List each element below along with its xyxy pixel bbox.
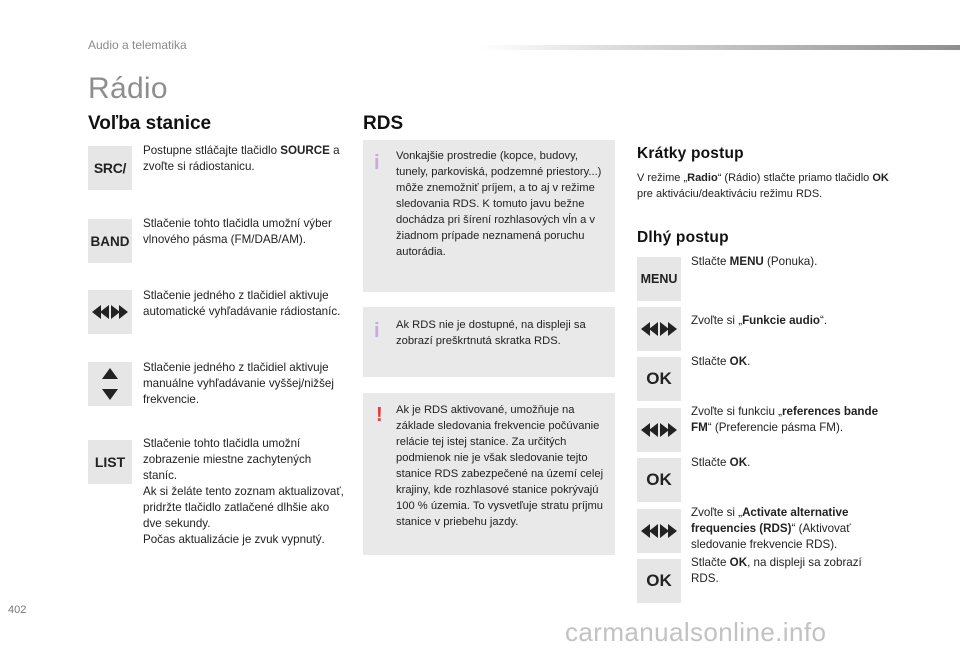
note-rds-warning: [363, 393, 615, 555]
ok-button-step-7: [637, 559, 681, 603]
list-button-icon: LIST: [94, 454, 126, 470]
step-2-text: Zvoľte si „Funkcie audio“.: [691, 314, 828, 327]
ok-button-icon: OK: [646, 369, 672, 388]
page-number: 402: [8, 604, 27, 616]
menu-button-icon: MENU: [640, 272, 678, 286]
heading-rds: RDS: [363, 113, 404, 134]
seek-button-step-6: [637, 509, 681, 553]
ok-button-step-5: [637, 458, 681, 502]
header-rule: [480, 45, 960, 50]
menu-button: [637, 257, 681, 301]
heading-short-procedure: Krátky postup: [637, 145, 744, 162]
tune-description: Stlačenie jedného z tlačidiel aktivuje manuálne vyhľadávanie vyššej/nižšej frekvencie.: [143, 361, 334, 406]
section-label: Audio a telematika: [88, 38, 187, 52]
list-description: Stlačenie tohto tlačidla umožní zobrazenie miestne zachytených staníc. Ak si želáte tento zoznam aktualizovať, pridržte tlačidlo zatlačené dlhšie ako dve sekundy. Počas aktualizácie je zvuk vypnutý.: [143, 437, 344, 546]
seek-arrows-icon: [639, 320, 679, 338]
seek-arrows-icon: [639, 522, 679, 540]
page-title: Rádio: [88, 72, 168, 105]
heading-station-selection: Voľba stanice: [88, 113, 212, 134]
band-description: Stlačenie tohto tlačidla umožní výber vlnového pásma (FM/DAB/AM).: [143, 217, 332, 246]
step-7-text: Stlačte OK, na displeji sa zobrazí RDS.: [691, 556, 862, 585]
note-reception: [363, 140, 615, 292]
step-1-text: Stlačte MENU (Ponuka).: [691, 255, 818, 268]
ok-button-step-3: [637, 357, 681, 401]
band-button-icon: BAND: [90, 233, 130, 249]
step-4-text: Zvoľte si funkciu „references bande FM“ (Preferencie pásma FM).: [691, 405, 879, 434]
ok-button-icon: OK: [646, 470, 672, 489]
seek-description: Stlačenie jedného z tlačidiel aktivuje automatické vyhľadávanie rádiostaníc.: [143, 289, 341, 318]
ok-button-icon: OK: [646, 571, 672, 590]
src-button-icon: SRC/: [93, 160, 127, 176]
step-5-text: Stlačte OK.: [691, 456, 751, 469]
note-rds-unavailable: [363, 307, 615, 377]
info-icon: i: [374, 152, 380, 174]
tune-button: [88, 362, 132, 406]
note-rds-unavailable-text: Ak RDS nie je dostupné, na displeji sa zobrazí preškrtnutá skratka RDS.: [396, 319, 586, 347]
seek-button: [88, 290, 132, 334]
seek-arrows-icon: [90, 303, 130, 321]
list-button: [88, 440, 132, 484]
note-rds-warning-text: Ak je RDS aktivované, umožňuje na základe sledovania frekvencie počúvanie relácie tej istej stanice. Za určitých podmienok nie je však sledovanie tejto stanice RDS zabezpečené na území celej krajiny, kde rozhlasové stanice pokrývajú 100 % územia. To vysvetľuje stratu príjmu stanice v priebehu jazdy.: [396, 404, 604, 528]
heading-long-procedure: Dlhý postup: [637, 229, 729, 246]
short-procedure-text: V režime „Radio“ (Rádio) stlačte priamo tlačidlo OK pre aktiváciu/deaktiváciu režimu RDS.: [637, 172, 889, 200]
band-button: [88, 219, 132, 263]
seek-arrows-icon: [639, 421, 679, 439]
note-reception-text: Vonkajšie prostredie (kopce, budovy, tunely, parkoviská, podzemné priestory...) môže znemožniť príjem, a to aj v režime sledovania RDS. K tomuto javu bežne dochádza pri šírení rozhlasových vĺn a v žiadnom prípade neznamená poruchu autorádia.: [396, 150, 602, 258]
watermark: carmanualsonline.info: [565, 617, 827, 647]
step-3-text: Stlačte OK.: [691, 355, 751, 368]
src-description: Postupne stláčajte tlačidlo SOURCE a zvoľte si rádiostanicu.: [143, 144, 340, 173]
seek-button-step-4: [637, 408, 681, 452]
seek-button-step-2: [637, 307, 681, 351]
up-down-arrows-icon: [100, 366, 120, 402]
warning-icon: !: [376, 404, 383, 426]
step-6-text: Zvoľte si „Activate alternative frequencies (RDS)“ (Aktivovať sledovanie frekvencie RDS).: [691, 506, 851, 551]
info-icon: i: [374, 320, 380, 342]
src-button: [88, 146, 132, 190]
